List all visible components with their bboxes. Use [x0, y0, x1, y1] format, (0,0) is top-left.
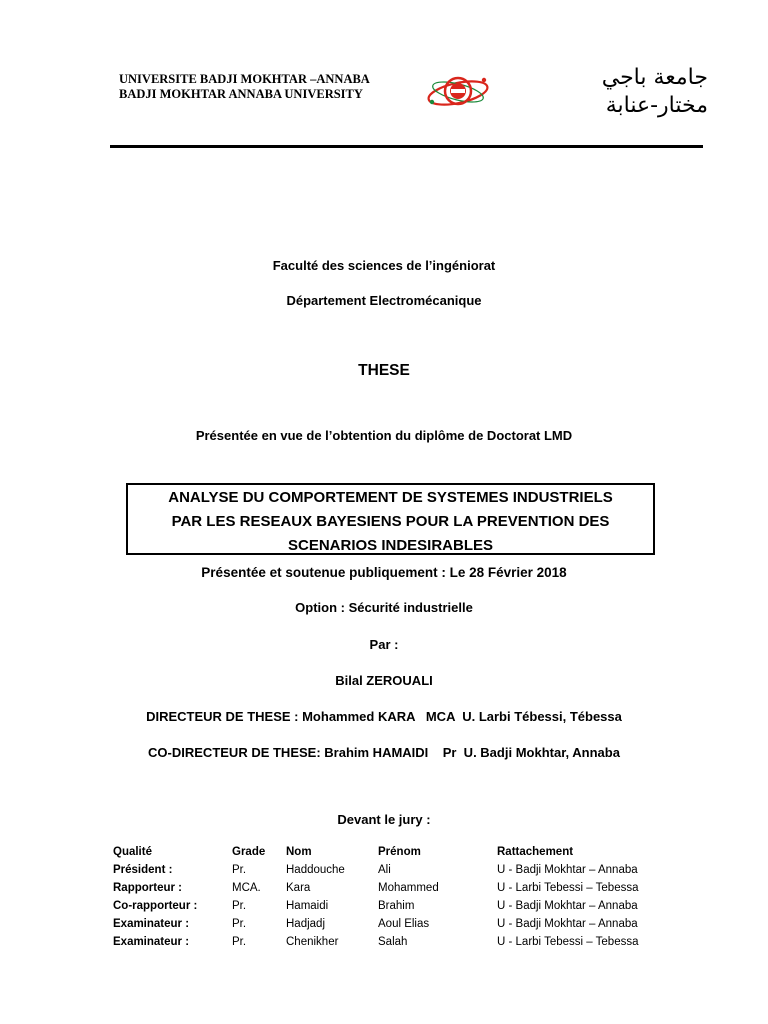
jury-nom: Chenikher [286, 936, 339, 948]
jury-header-qualite: Qualité [113, 846, 152, 858]
jury-table [113, 846, 693, 954]
university-name-ar-line2: مختار-عنابة [605, 93, 708, 118]
jury-header-row [113, 846, 693, 864]
header-divider [110, 145, 703, 148]
option-line: Option : Sécurité industrielle [295, 600, 473, 615]
jury-rattachement: U - Badji Mokhtar – Annaba [497, 918, 638, 930]
degree-statement: Présentée en vue de l’obtention du diplôme de Doctorat LMD [195, 428, 573, 443]
faculty-name: Faculté des sciences de l’ingéniorat [272, 258, 496, 273]
jury-header-prenom: Prénom [378, 846, 421, 858]
thesis-title-box [126, 483, 655, 555]
jury-label: Devant le jury : [337, 812, 431, 827]
jury-nom: Hamaidi [286, 900, 329, 912]
jury-prenom: Ali [378, 864, 391, 876]
jury-rattachement: U - Badji Mokhtar – Annaba [497, 900, 638, 912]
jury-grade: MCA. [232, 882, 261, 894]
jury-rattachement: U - Larbi Tebessi – Tebessa [497, 936, 639, 948]
jury-header-nom: Nom [286, 846, 312, 858]
jury-nom: Haddouche [286, 864, 345, 876]
table-row [113, 936, 693, 954]
university-logo-icon [424, 68, 492, 112]
jury-grade: Pr. [232, 864, 247, 876]
thesis-title-line1: ANALYSE DU COMPORTEMENT DE SYSTEMES INDUSTRIELS [168, 489, 613, 506]
defense-date: Présentée et soutenue publiquement : Le 28 Février 2018 [201, 565, 567, 580]
thesis-title-line3: SCENARIOS INDESIRABLES [287, 537, 494, 554]
page-header [0, 0, 768, 150]
jury-qualite: Rapporteur : [113, 882, 182, 894]
department-name: Département Electromécanique [286, 293, 482, 308]
university-name-fr-line1: UNIVERSITE BADJI MOKHTAR –ANNABA [119, 72, 370, 86]
jury-rattachement: U - Larbi Tebessi – Tebessa [497, 882, 639, 894]
thesis-director: DIRECTEUR DE THESE : Mohammed KARA MCA U. Larbi Tébessi, Tébessa [146, 709, 622, 724]
jury-header-grade: Grade [232, 846, 266, 858]
jury-nom: Kara [286, 882, 311, 894]
jury-qualite: Co-rapporteur : [113, 900, 198, 912]
jury-qualite: Examinateur : [113, 918, 190, 930]
university-name-ar-line1: جامعة باجي [601, 65, 708, 90]
thesis-title-line2: PAR LES RESEAUX BAYESIENS POUR LA PREVENTION DES [171, 513, 610, 530]
table-row [113, 900, 693, 918]
jury-prenom: Salah [378, 936, 408, 948]
jury-prenom: Mohammed [378, 882, 439, 894]
jury-rattachement: U - Badji Mokhtar – Annaba [497, 864, 638, 876]
university-name-ar [548, 64, 708, 120]
document-type: THESE [358, 362, 410, 379]
university-name-fr-line2: BADJI MOKHTAR ANNABA UNIVERSITY [119, 87, 363, 101]
jury-grade: Pr. [232, 936, 247, 948]
table-row [113, 864, 693, 882]
jury-prenom: Aoul Elias [378, 918, 430, 930]
university-name-fr [119, 72, 370, 102]
jury-grade: Pr. [232, 918, 247, 930]
jury-prenom: Brahim [378, 900, 415, 912]
jury-nom: Hadjadj [286, 918, 325, 930]
jury-qualite: Président : [113, 864, 173, 876]
par-label: Par : [369, 637, 399, 652]
jury-qualite: Examinateur : [113, 936, 190, 948]
table-row [113, 918, 693, 936]
author-name: Bilal ZEROUALI [335, 673, 433, 688]
table-row [113, 882, 693, 900]
jury-grade: Pr. [232, 900, 247, 912]
thesis-codirector: CO-DIRECTEUR DE THESE: Brahim HAMAIDI Pr U. Badji Mokhtar, Annaba [148, 745, 620, 760]
jury-header-rattachement: Rattachement [497, 846, 574, 858]
